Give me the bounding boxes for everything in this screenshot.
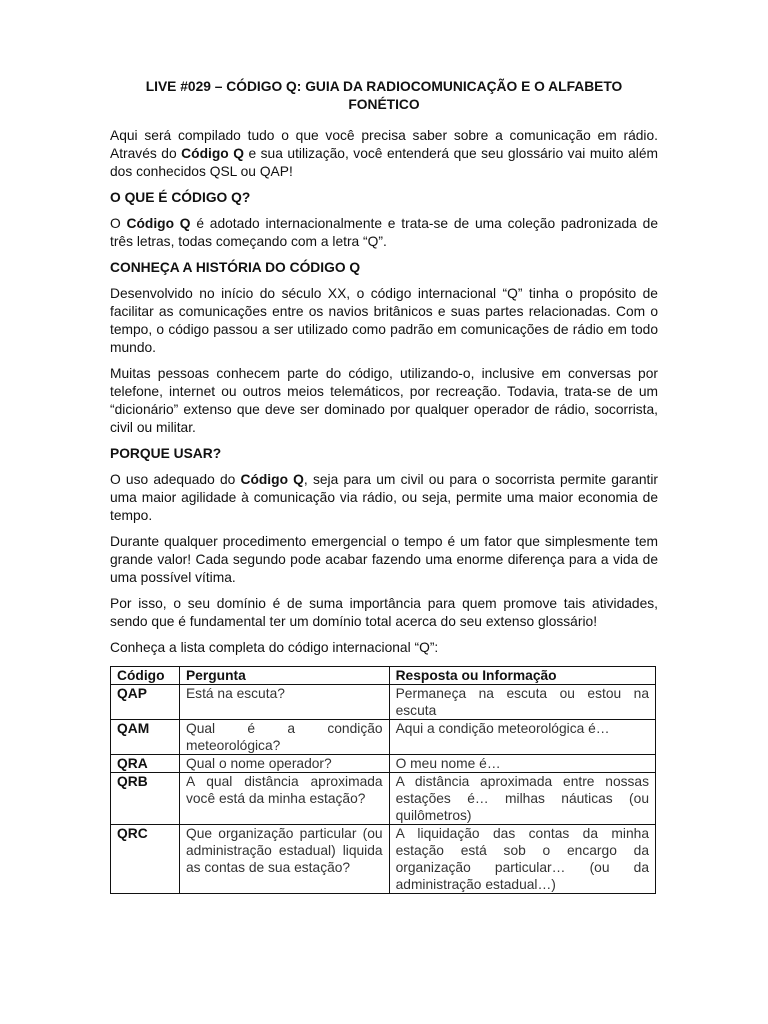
section-heading-why-use: PORQUE USAR? [110,446,222,461]
question-cell: Está na escuta? [179,685,389,720]
document-title: LIVE #029 – CÓDIGO Q: GUIA DA RADIOCOMUNICAÇÃO E O ALFABETO FONÉTICO [145,79,623,112]
what-is-text-2: é adotado internacionalmente e trata-se de uma coleção padronizada de três letras, todas começando com a letra “Q”. [110,216,658,249]
what-is-paragraph [110,215,658,251]
answer-cell: A liquidação das contas da minha estação está sob o encargo da organização particular… (ou da administração estadual…) [389,825,655,894]
question-cell: Qual é a condição meteorológica? [179,720,389,755]
table-row [111,755,656,773]
intro-paragraph [110,127,658,181]
why-text-2: , seja para um civil ou para o socorrista permite garantir uma maior agilidade à comunicação via rádio, ou seja, permite uma maior economia de tempo. [110,472,658,523]
code-cell: QAM [111,720,180,755]
why-paragraph-3: Por isso, o seu domínio é de suma importância para quem promove tais atividades, sendo que é fundamental ter um domínio total acerca do seu extenso glossário! [110,596,658,629]
list-intro: Conheça a lista completa do código internacional “Q”: [110,640,439,655]
why-paragraph-1 [110,471,658,525]
q-code-table [110,666,656,894]
why-text-1: O uso adequado do [110,472,241,487]
header-question: Pergunta [179,667,389,685]
code-cell: QRC [111,825,180,894]
what-is-text-1: O [110,216,127,231]
question-cell: A qual distância aproximada você está da minha estação? [179,773,389,825]
table-row [111,773,656,825]
code-cell: QRB [111,773,180,825]
code-cell: QRA [111,755,180,773]
intro-text-2: e sua utilização, você entenderá que seu glossário vai muito além dos conhecidos QSL ou QAP! [110,146,658,179]
question-cell: Que organização particular (ou administração estadual) liquida as contas de sua estação? [179,825,389,894]
document-page [110,78,658,894]
why-paragraph-2: Durante qualquer procedimento emergencial o tempo é um fator que simplesmente tem grande valor! Cada segundo pode acabar fazendo uma enorme diferença para a vida de uma possível vítima. [110,534,658,585]
what-is-bold: Código Q [126,216,191,231]
why-bold: Código Q [240,472,304,487]
table-row [111,720,656,755]
table-row [111,685,656,720]
answer-cell: Aqui a condição meteorológica é… [389,720,655,755]
history-paragraph-2: Muitas pessoas conhecem parte do código, utilizando-o, inclusive em conversas por telefone, internet ou outros meios telemáticos, por recreação. Todavia, trata-se de um “dicionário” extenso que deve ser dominado por qualquer operador de rádio, socorrista, civil ou militar. [110,366,658,435]
table-header-row [111,667,656,685]
intro-bold: Código Q [181,146,244,161]
question-cell: Qual o nome operador? [179,755,389,773]
answer-cell: O meu nome é… [389,755,655,773]
header-answer: Resposta ou Informação [389,667,655,685]
header-code: Código [111,667,180,685]
intro-text-1: Aqui será compilado tudo o que você precisa saber sobre a comunicação em rádio. Através do [110,128,658,161]
code-cell: QAP [111,685,180,720]
section-heading-history: CONHEÇA A HISTÓRIA DO CÓDIGO Q [110,260,361,275]
answer-cell: A distância aproximada entre nossas estações é… milhas náuticas (ou quilômetros) [389,773,655,825]
answer-cell: Permaneça na escuta ou estou na escuta [389,685,655,720]
table-row [111,825,656,894]
history-paragraph-1: Desenvolvido no início do século XX, o código internacional “Q” tinha o propósito de facilitar as comunicações entre os navios britânicos e suas partes relacionadas. Com o tempo, o código passou a ser utilizado como padrão em comunicações de rádio em todo mundo. [110,286,658,355]
section-heading-what-is: O QUE É CÓDIGO Q? [110,190,251,205]
